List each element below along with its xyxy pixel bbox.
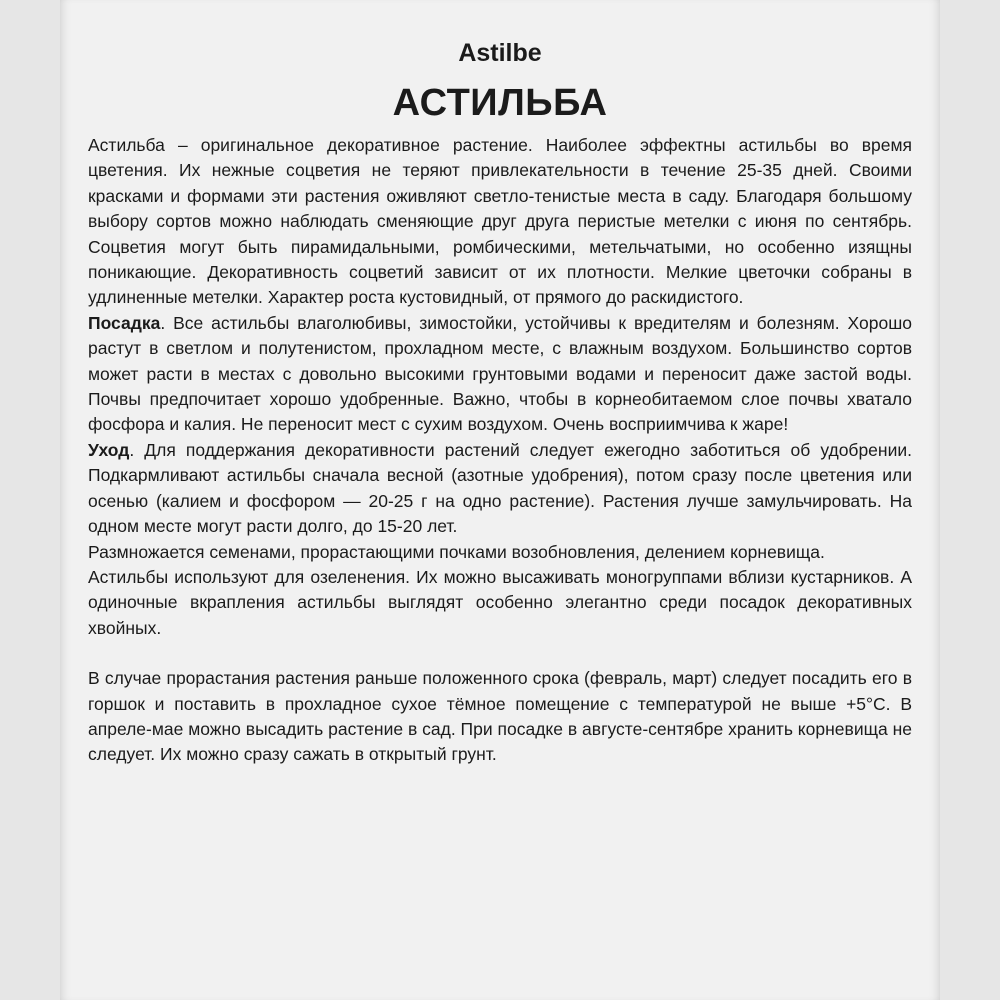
document-body	[88, 133, 912, 768]
care-text: . Для поддержания декоративности растений следует ежегодно заботиться об удобрении. Подкармливают астильбы сначала весной (азотные удобрения), потом сразу после цветения или осенью (калием и фосфором — 20-25 г на одно растение). Растения лучше замульчировать. На одном месте могут расти долго, до 15-20 лет.	[88, 439, 912, 537]
storage-note-paragraph: В случае прорастания растения раньше положенного срока (февраль, март) следует посадить его в горшок и поставить в прохладное сухое тёмное помещение с температурой не выше +5°С. В апреле-мае можно высадить растение в сад. При посадке в августе-сентябре хранить корневища не следует. Их можно сразу сажать в открытый грунт.	[88, 668, 912, 765]
care-paragraph	[88, 438, 912, 540]
usage-paragraph: Астильбы используют для озеленения. Их можно высаживать моногруппами вблизи кустарников. А одиночные вкрапления астильбы выглядят особенно элегантно среди посадок декоративных хвойных.	[88, 566, 912, 638]
care-heading: Уход	[88, 439, 130, 460]
title-latin: Astilbe	[458, 39, 542, 67]
title-russian: АСТИЛЬБА	[392, 82, 608, 124]
intro-paragraph: Астильба – оригинальное декоративное растение. Наиболее эффектны астильбы во время цветения. Их нежные соцветия не теряют привлекательности в течение 25-35 дней. Своими красками и формами эти растения оживляют светло-тенистые места в саду. Благодаря большому выбору сортов можно наблюдать сменяющие друг друга перистые метелки с июня по сентябрь. Соцветия могут быть пирамидальными, ромбическими, метельчатыми, но особенно изящны поникающие. Декоративность соцветий зависит от их плотности. Мелкие цветочки собраны в удлиненные метелки. Характер роста кустовидный, от прямого до раскидистого.	[88, 135, 912, 308]
propagation-paragraph: Размножается семенами, прорастающими почками возобновления, делением корневища.	[88, 541, 825, 562]
planting-text: . Все астильбы влаголюбивы, зимостойки, устойчивы к вредителям и болезням. Хорошо растут в светлом и полутенистом, прохладном месте, с влажным воздухом. Большинство сортов может расти в местах с довольно высокими грунтовыми водами и переносит даже застой воды. Почвы предпочитает хорошо удобренные. Важно, чтобы в корнеобитаемом слое почвы хватало фосфора и калия. Не переносит мест с сухим воздухом. Очень восприимчива к жаре!	[88, 312, 912, 435]
planting-paragraph	[88, 311, 912, 438]
planting-heading: Посадка	[88, 312, 161, 333]
document-page	[60, 0, 940, 1000]
